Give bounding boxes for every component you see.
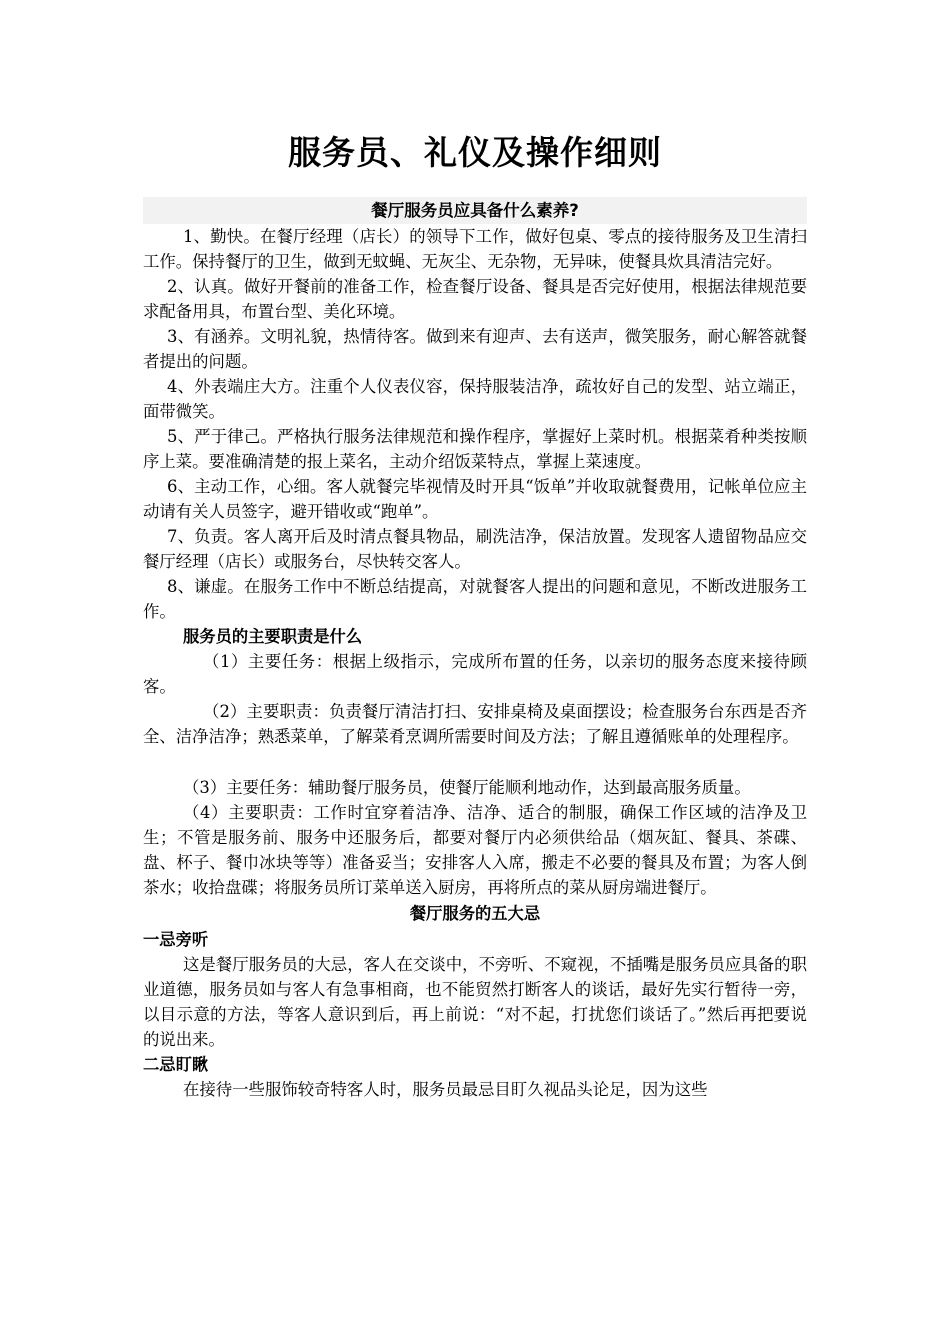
duty-item-4: （4）主要职责：工作时宜穿着洁净、洁净、适合的制服，确保工作区域的洁净及卫生；不管是服务前、服务中还服务后，都要对餐厅内必须供给品（烟灰缸、餐具、茶碟、盘、杯子、餐巾冰块等等）准备妥当；安排客人入席，搬走不必要的餐具及布置；为客人倒茶水；收拾盘碟；将服务员所订菜单送入厨房，再将所点的菜从厨房端进餐厅。	[143, 803, 807, 897]
taboo-1-heading: 一忌旁听	[143, 930, 209, 949]
quality-item-3: 3、有涵养。文明礼貌，热情待客。做到来有迎声、去有送声，微笑服务，耐心解答就餐者提出的问题。	[143, 327, 807, 371]
taboo-1-text: 这是餐厅服务员的大忌，客人在交谈中，不旁听、不窥视，不插嘴是服务员应具备的职业道德，服务员如与客人有急事相商，也不能贸然打断客人的谈话，最好先实行暂待一旁，以目示意的方法，等客人意识到后，再上前说：“对不起，打扰您们谈话了。”然后再把要说的说出来。	[143, 955, 807, 1049]
section-heading-qualities: 餐厅服务员应具备什么素养?	[143, 197, 807, 224]
section-heading-taboos: 餐厅服务的五大忌	[409, 904, 541, 923]
quality-item-1: 1、勤快。在餐厅经理（店长）的领导下工作，做好包桌、零点的接待服务及卫生清扫工作。保持餐厅的卫生，做到无蚊蝇、无灰尘、无杂物，无异味，使餐具炊具清洁完好。	[143, 227, 807, 271]
blank-line	[143, 749, 807, 775]
section-heading-duties: 服务员的主要职责是什么	[183, 627, 363, 646]
taboo-2-heading: 二忌盯瞅	[143, 1055, 209, 1074]
quality-item-8: 8、谦虚。在服务工作中不断总结提高，对就餐客人提出的问题和意见，不断改进服务工作。	[143, 577, 807, 621]
quality-item-6: 6、主动工作，心细。客人就餐完毕视情及时开具“饭单”并收取就餐费用，记帐单位应主动请有关人员签字，避开错收或“跑单”。	[143, 477, 807, 521]
taboo-2-text: 在接待一些服饰较奇特客人时，服务员最忌目盯久视品头论足，因为这些	[183, 1080, 708, 1099]
document-body	[143, 224, 807, 1102]
duty-item-1: （1）主要任务：根据上级指示，完成所布置的任务，以亲切的服务态度来接待顾客。	[143, 652, 807, 696]
quality-item-2: 2、认真。做好开餐前的准备工作，检查餐厅设备、餐具是否完好使用，根据法律规范要求配备用具，布置台型、美化环境。	[143, 277, 807, 321]
duty-item-2: （2）主要职责：负责餐厅清洁打扫、安排桌椅及桌面摆设；检查服务台东西是否齐全、洁净洁净；熟悉菜单，了解菜肴烹调所需要时间及方法；了解且遵循账单的处理程序。	[143, 702, 807, 746]
quality-item-5: 5、严于律己。严格执行服务法律规范和操作程序，掌握好上菜时机。根据菜肴种类按顺序上菜。要准确清楚的报上菜名，主动介绍饭菜特点，掌握上菜速度。	[143, 427, 807, 471]
quality-item-7: 7、负责。客人离开后及时清点餐具物品，刷洗洁净，保洁放置。发现客人遗留物品应交餐厅经理（店长）或服务台，尽快转交客人。	[143, 527, 807, 571]
document-title: 服务员、礼仪及操作细则	[288, 133, 662, 172]
quality-item-4: 4、外表端庄大方。注重个人仪表仪容，保持服装洁净，疏妆好自己的发型、站立端正，面带微笑。	[143, 377, 807, 421]
duty-item-3: （3）主要任务：辅助餐厅服务员，使餐厅能顺利地动作，达到最高服务质量。	[183, 778, 751, 797]
